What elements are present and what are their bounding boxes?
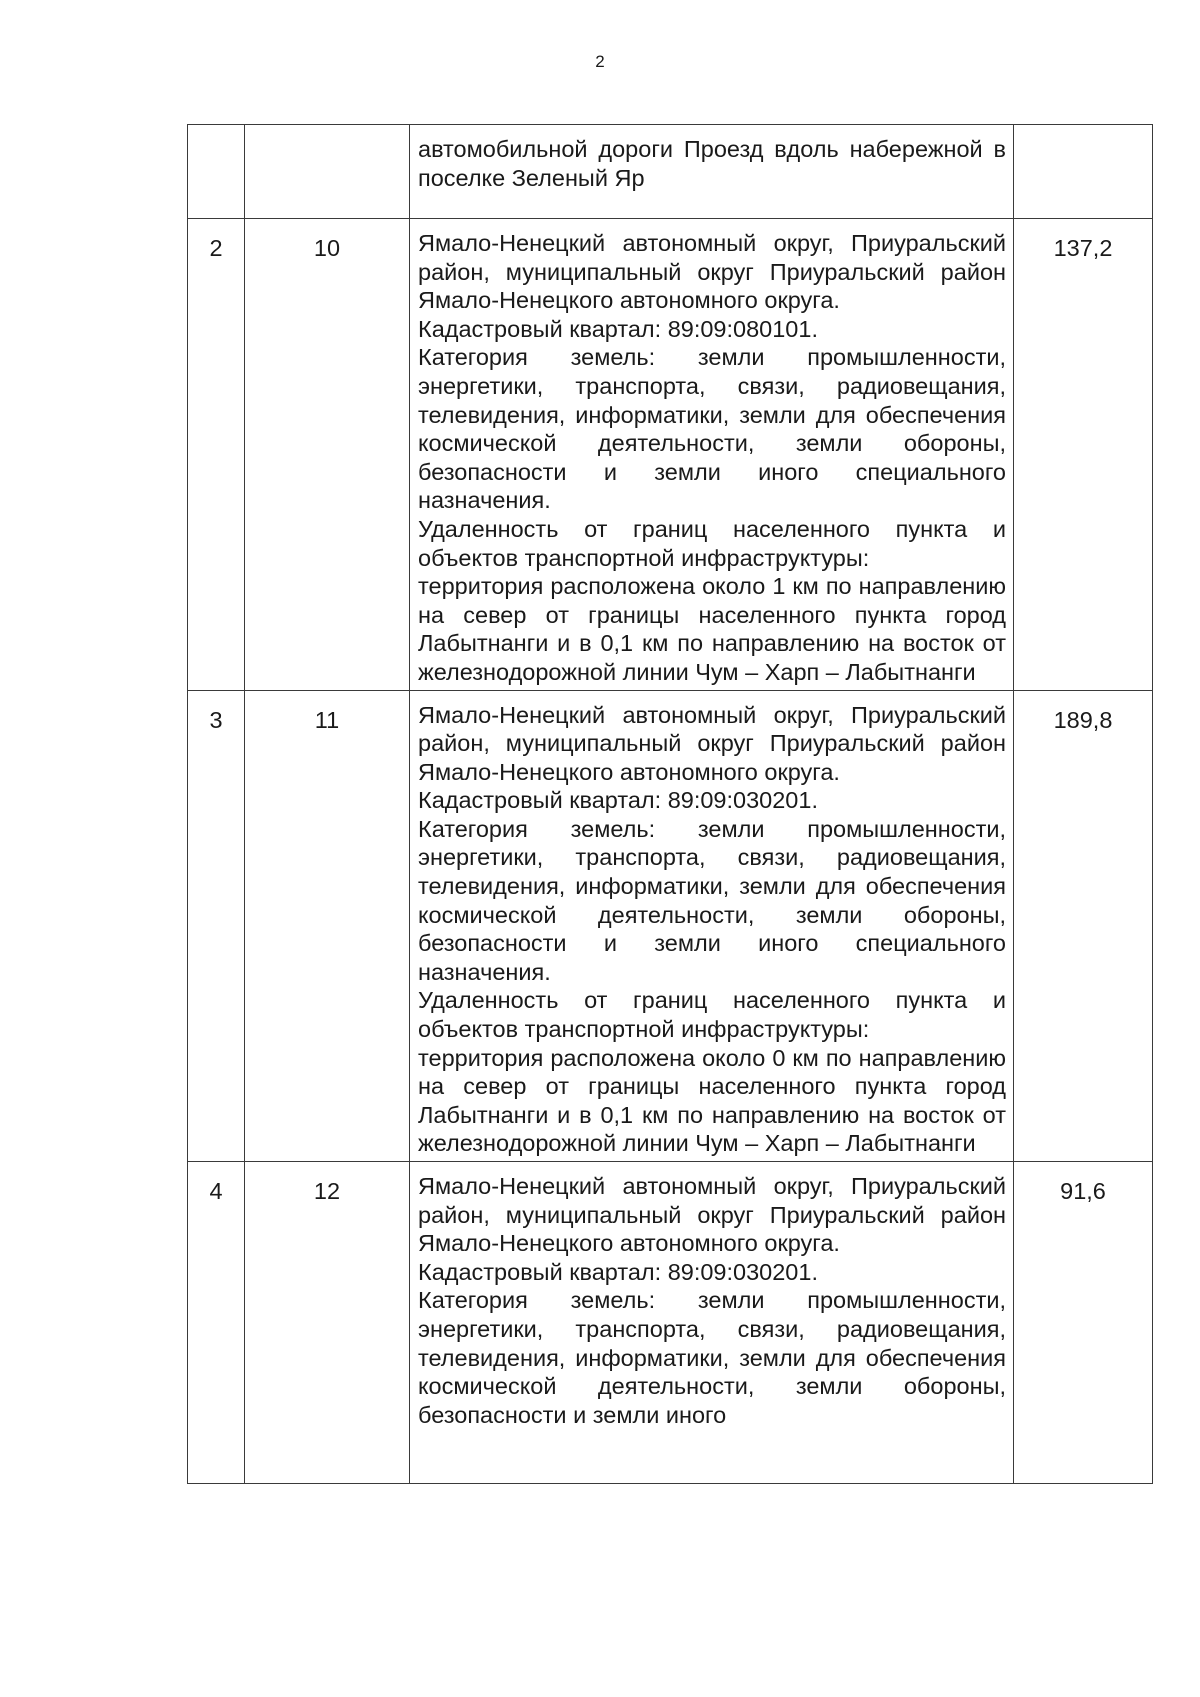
land-plots-table [187,124,1153,1484]
land-category-paragraph: Категория земель: земли промышленности, энергетики, транспорта, связи, радиовещания, телевидения, информатики, земли для обеспечения космической деятельности, земли обороны, безопасности и земли иного [418,1287,1006,1428]
plot-number-cell: 11 [245,690,410,1162]
cadastral-quarter-paragraph: Кадастровый квартал: 89:09:080101. [418,315,818,342]
plot-number-cell: 10 [245,219,410,691]
page-number: 2 [595,52,605,71]
row-index-cell [188,125,245,219]
plot-number-cell: 12 [245,1162,410,1484]
table-row [188,125,1153,219]
description-cell [410,690,1014,1162]
row-index-cell: 2 [188,219,245,691]
cadastral-quarter-paragraph: Кадастровый квартал: 89:09:030201. [418,1258,818,1285]
plot-number-cell [245,125,410,219]
land-category-paragraph: Категория земель: земли промышленности, энергетики, транспорта, связи, радиовещания, телевидения, информатики, земли для обеспечения космической деятельности, земли обороны, безопасности и земли иного специального назначения. [418,815,1006,985]
description-cell [410,125,1014,219]
distance-heading-paragraph: Удаленность от границ населенного пункта и объектов транспортной инфраструктуры: [418,515,1006,571]
distance-heading-paragraph: Удаленность от границ населенного пункта и объектов транспортной инфраструктуры: [418,987,1006,1043]
row-index-cell: 3 [188,690,245,1162]
table-row [188,219,1153,691]
distance-paragraph: территория расположена около 0 км по направлению на север от границы населенного пункта город Лабытнанги и в 0,1 км по направлению на восток от железнодорожной линии Чум – Харп – Лабытнанги [418,1044,1006,1157]
location-paragraph: Ямало-Ненецкий автономный округ, Приуральский район, муниципальный округ Приуральский район Ямало-Ненецкого автономного округа. [418,1173,1006,1257]
location-paragraph: Ямало-Ненецкий автономный округ, Приуральский район, муниципальный округ Приуральский район Ямало-Ненецкого автономного округа. [418,230,1006,314]
table-row [188,690,1153,1162]
area-cell: 137,2 [1014,219,1153,691]
table-row [188,1162,1153,1484]
description-cell [410,1162,1014,1484]
cadastral-quarter-paragraph: Кадастровый квартал: 89:09:030201. [418,787,818,814]
location-paragraph: Ямало-Ненецкий автономный округ, Приуральский район, муниципальный округ Приуральский район Ямало-Ненецкого автономного округа. [418,701,1006,785]
description-paragraph: автомобильной дороги Проезд вдоль набережной в поселке Зеленый Яр [418,136,1006,191]
area-cell: 91,6 [1014,1162,1153,1484]
row-index-cell: 4 [188,1162,245,1484]
area-cell: 189,8 [1014,690,1153,1162]
description-cell [410,219,1014,691]
distance-paragraph: территория расположена около 1 км по направлению на север от границы населенного пункта город Лабытнанги и в 0,1 км по направлению на восток от железнодорожной линии Чум – Харп – Лабытнанги [418,573,1006,685]
land-category-paragraph: Категория земель: земли промышленности, энергетики, транспорта, связи, радиовещания, телевидения, информатики, земли для обеспечения космической деятельности, земли обороны, безопасности и земли иного специального назначения. [418,344,1006,514]
area-cell [1014,125,1153,219]
